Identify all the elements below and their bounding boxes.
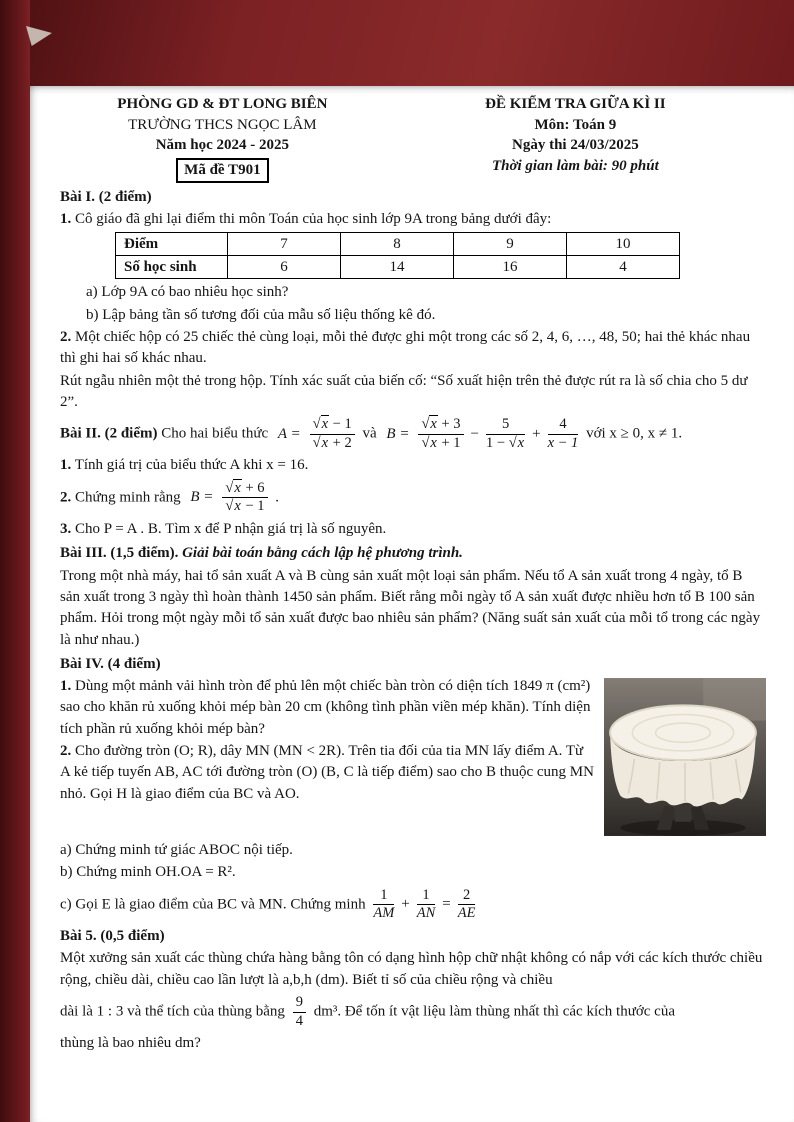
- bai1-q2-text: Một chiếc hộp có 25 chiếc thẻ cùng loại, mỗi thẻ được ghi một trong các số 2, 4, 6, …, 48, 50; hai thẻ khác nhau thì ghi hai số khác nhau.: [60, 328, 751, 367]
- bai4-q2-text: Cho đường tròn (O; R), dây MN (MN < 2R). Trên tia đối của tia MN lấy điểm A. Từ A kẻ tiếp tuyến AB, AC tới đường tròn (O) (B, C là tiếp điểm) sao cho B thuộc cung MN nhỏ. Gọi H là giao điểm của BC và AO.: [60, 743, 594, 802]
- bai4-part-a: a) Chứng minh tứ giác ABOC nội tiếp.: [60, 842, 293, 859]
- den-pre: 1 −: [486, 434, 509, 451]
- table-cell: 9: [454, 233, 567, 256]
- table-cell: 14: [341, 256, 454, 279]
- exam-header: [60, 94, 766, 183]
- table-photo-graphic: [604, 678, 766, 836]
- bai2-question-1: [60, 455, 766, 476]
- department-name: PHÒNG GD & ĐT LONG BIÊN: [117, 96, 328, 112]
- bai2-condition: với x ≥ 0, x ≠ 1.: [586, 425, 683, 442]
- header-left-column: [60, 94, 385, 183]
- denominator: AM: [373, 905, 395, 922]
- fraction-Bf: [222, 481, 267, 515]
- table-cell-label: Điểm: [116, 233, 228, 256]
- bai5-p2-lead: dài là 1 : 3 và thể tích của thùng bằng: [60, 1003, 285, 1020]
- bai5-title: Bài 5. (0,5 điểm): [60, 928, 165, 945]
- table-row: [116, 233, 680, 256]
- bai2-title: Bài II. (2 điểm): [60, 425, 158, 442]
- bai1-title-row: [60, 187, 766, 208]
- fraction-2-AE: [458, 888, 476, 922]
- bai3-title-row: [60, 543, 766, 564]
- bai2-q2-period: .: [275, 489, 280, 506]
- table-cell: 6: [228, 256, 341, 279]
- table-cell: 10: [567, 233, 680, 256]
- bai5-title-row: [60, 926, 766, 947]
- fraction-A-numerator: [310, 417, 355, 435]
- den-rest: + 2: [329, 434, 352, 451]
- table-row: [116, 256, 680, 279]
- fraction-A-denominator: [310, 435, 355, 452]
- bai1-title: Bài I. (2 điểm): [60, 188, 152, 205]
- numerator: 2: [458, 888, 476, 906]
- fraction-Bf-denominator: [222, 498, 267, 515]
- bai4-part-c: [60, 888, 766, 922]
- fraction-B2-numerator: 5: [486, 417, 525, 435]
- bai2-and: và: [362, 425, 377, 442]
- bai3-title: Bài III. (1,5 điểm).: [60, 545, 179, 562]
- table-cell: 7: [228, 233, 341, 256]
- bai1-question-1: [60, 209, 766, 230]
- radicand: x: [430, 416, 437, 433]
- fraction-A: [310, 417, 355, 451]
- bai5-p2-tail: dm³. Để tốn ít vật liệu làm thùng nhất thì các kích thước của: [309, 1003, 675, 1020]
- fraction-B3-numerator: 4: [548, 417, 579, 435]
- sqrt-sign: √: [421, 434, 430, 451]
- bai4-c-text: c) Gọi E là giao điểm của BC và MN. Chứng minh: [60, 896, 366, 913]
- bai1-part-b: b) Lập bảng tần số tương đối của mẫu số liệu thống kê đó.: [86, 306, 436, 323]
- denominator: AE: [457, 905, 476, 922]
- section-bai-2: [60, 417, 766, 540]
- num-rest: + 6: [241, 479, 265, 496]
- bai5-paragraph-2: [60, 995, 766, 1029]
- bai3-body: Trong một nhà máy, hai tổ sản xuất A và B cùng sản xuất một loại sản phẩm. Nếu tổ A sản xuất trong 4 ngày, tổ B sản xuất trong 3 ngày thì hoàn thành 1450 sản phẩm. Biết rằng mỗi ngày tổ A sản xuất được nhiều hơn tổ B 100 sản phẩm. Hỏi trong một ngày mỗi tổ sản xuất được bao nhiêu sản phẩm? (Năng suất sản xuất của mỗi tổ trong các ngày là như nhau.): [60, 567, 761, 648]
- sqrt-sign: √: [312, 434, 321, 451]
- fraction-B1-numerator: [418, 417, 463, 435]
- plus-sign: +: [401, 896, 410, 913]
- sqrt-sign: √: [225, 498, 234, 515]
- table-cell: 8: [341, 233, 454, 256]
- exam-code-badge: Mã đề T901: [176, 158, 268, 183]
- header-right-column: [385, 94, 766, 183]
- bai3-subtitle: Giải bài toán bằng cách lập hệ phương trình.: [178, 545, 463, 562]
- radicand: x: [234, 479, 241, 496]
- num-rest: − 1: [329, 416, 352, 433]
- section-bai-4: [60, 654, 766, 922]
- plus-sign: +: [532, 425, 541, 442]
- section-bai-1: [60, 187, 766, 413]
- fraction-1-AN: [417, 888, 436, 922]
- sqrt-sign: √: [508, 434, 517, 451]
- backdrop-top: [0, 0, 794, 86]
- section-bai-5: [60, 926, 766, 1055]
- bai2-q1-text: Tính giá trị của biểu thức A khi x = 16.: [71, 457, 309, 474]
- num-rest: + 3: [437, 416, 461, 433]
- bai1-question-2: [60, 327, 766, 370]
- fraction-B1: [418, 417, 463, 451]
- exam-duration: Thời gian làm bài: 90 phút: [491, 158, 659, 175]
- fraction-B2-denominator: [486, 435, 525, 452]
- exam-code-row: [60, 156, 385, 183]
- section-bai-3: [60, 543, 766, 650]
- radicand: x: [517, 434, 525, 451]
- exam-date: Ngày thi 24/03/2025: [512, 137, 639, 154]
- exam-title: ĐỀ KIỂM TRA GIỮA KÌ II: [485, 96, 666, 112]
- bai2-q3-number: 3.: [60, 521, 72, 538]
- denominator: AN: [416, 905, 436, 922]
- bai4-title-row: [60, 654, 766, 675]
- fraction-B3-denominator: x − 1: [547, 434, 579, 451]
- table-cell-label: Số học sinh: [116, 256, 228, 279]
- fraction-B3: [548, 417, 579, 451]
- bai2-q2-number: 2.: [60, 489, 72, 506]
- fraction-B2: [486, 417, 525, 451]
- bai2-question-3: [60, 519, 766, 540]
- fraction-B1-denominator: [418, 435, 463, 452]
- exam-subject: Môn: Toán 9: [534, 116, 617, 133]
- equals-sign: =: [442, 896, 451, 913]
- bai4-q2-number: 2.: [60, 743, 72, 760]
- minus-sign: −: [470, 425, 480, 442]
- sqrt-sign: √: [421, 416, 430, 433]
- bai1-part-a: a) Lớp 9A có bao nhiêu học sinh?: [86, 284, 289, 301]
- sqrt-sign: √: [225, 479, 234, 496]
- bai2-q1-number: 1.: [60, 457, 72, 474]
- bai2-intro: Cho hai biểu thức: [157, 425, 269, 442]
- den-rest: + 1: [437, 434, 461, 451]
- backdrop-left: [0, 0, 30, 1122]
- den-rest: − 1: [241, 498, 265, 515]
- table-cell: 4: [567, 256, 680, 279]
- bai1-q1-number: 1.: [60, 211, 72, 228]
- school-year: Năm học 2024 - 2025: [155, 137, 290, 154]
- numerator: 9: [293, 995, 306, 1013]
- bai1-q2-number: 2.: [60, 328, 72, 345]
- denominator: 4: [295, 1012, 303, 1029]
- bai4-title: Bài IV. (4 điểm): [60, 655, 161, 672]
- bai5-paragraph-1: Một xưởng sản xuất các thùng chứa hàng bằng tôn có dạng hình hộp chữ nhật không có nắp với các kích thước chiều rộng, chiều dài, chiều cao lần lượt là a,b,h (dm). Biết tỉ số của chiều rộng và chiều: [60, 950, 763, 988]
- radicand: x: [321, 416, 329, 433]
- radicand: x: [234, 498, 241, 515]
- expr-A-lhs: A =: [277, 425, 301, 442]
- table-photo: [604, 678, 766, 836]
- fraction-Bf-numerator: [222, 481, 267, 499]
- bai4-q1-text: Dùng một mảnh vải hình tròn để phủ lên một chiếc bàn tròn có diện tích 1849 π (cm²) sao cho khăn rủ xuống khỏi mép bàn 20 cm (không tình phần viền mép khăn). Tính diện tích phần rủ xuống khỏi mép bàn?: [60, 678, 591, 737]
- bai2-intro-line: [60, 417, 766, 451]
- bai4-part-b: b) Chứng minh OH.OA = R².: [60, 864, 236, 881]
- sqrt-sign: √: [312, 416, 321, 433]
- radicand: x: [321, 434, 329, 451]
- fraction-1-AM: [373, 888, 394, 922]
- fraction-9-4: [293, 995, 306, 1029]
- bai1-q1-text: Cô giáo đã ghi lại điểm thi môn Toán của học sinh lớp 9A trong bảng dưới đây:: [71, 211, 552, 228]
- table-cell: 16: [454, 256, 567, 279]
- bai2-question-2: [60, 481, 766, 515]
- numerator: 1: [417, 888, 436, 906]
- exam-paper: [30, 86, 794, 1122]
- expr-B-lhs: B =: [386, 425, 410, 442]
- numerator: 1: [373, 888, 394, 906]
- bai5-paragraph-3: thùng là bao nhiêu dm?: [60, 1035, 201, 1052]
- bai2-q3-text: Cho P = A . B. Tìm x để P nhận giá trị là số nguyên.: [71, 521, 387, 538]
- school-name: TRƯỜNG THCS NGỌC LÂM: [128, 116, 317, 133]
- score-table: [115, 232, 680, 279]
- radicand: x: [430, 434, 437, 451]
- expr-Bf-lhs: B =: [190, 489, 214, 506]
- bai4-q1-number: 1.: [60, 678, 72, 695]
- bai2-q2-text: Chứng minh rằng: [71, 489, 181, 506]
- bai1-question-2b: Rút ngẫu nhiên một thẻ trong hộp. Tính xác suất của biến cố: “Số xuất hiện trên thẻ được rút ra là số chia cho 5 dư 2”.: [60, 372, 748, 410]
